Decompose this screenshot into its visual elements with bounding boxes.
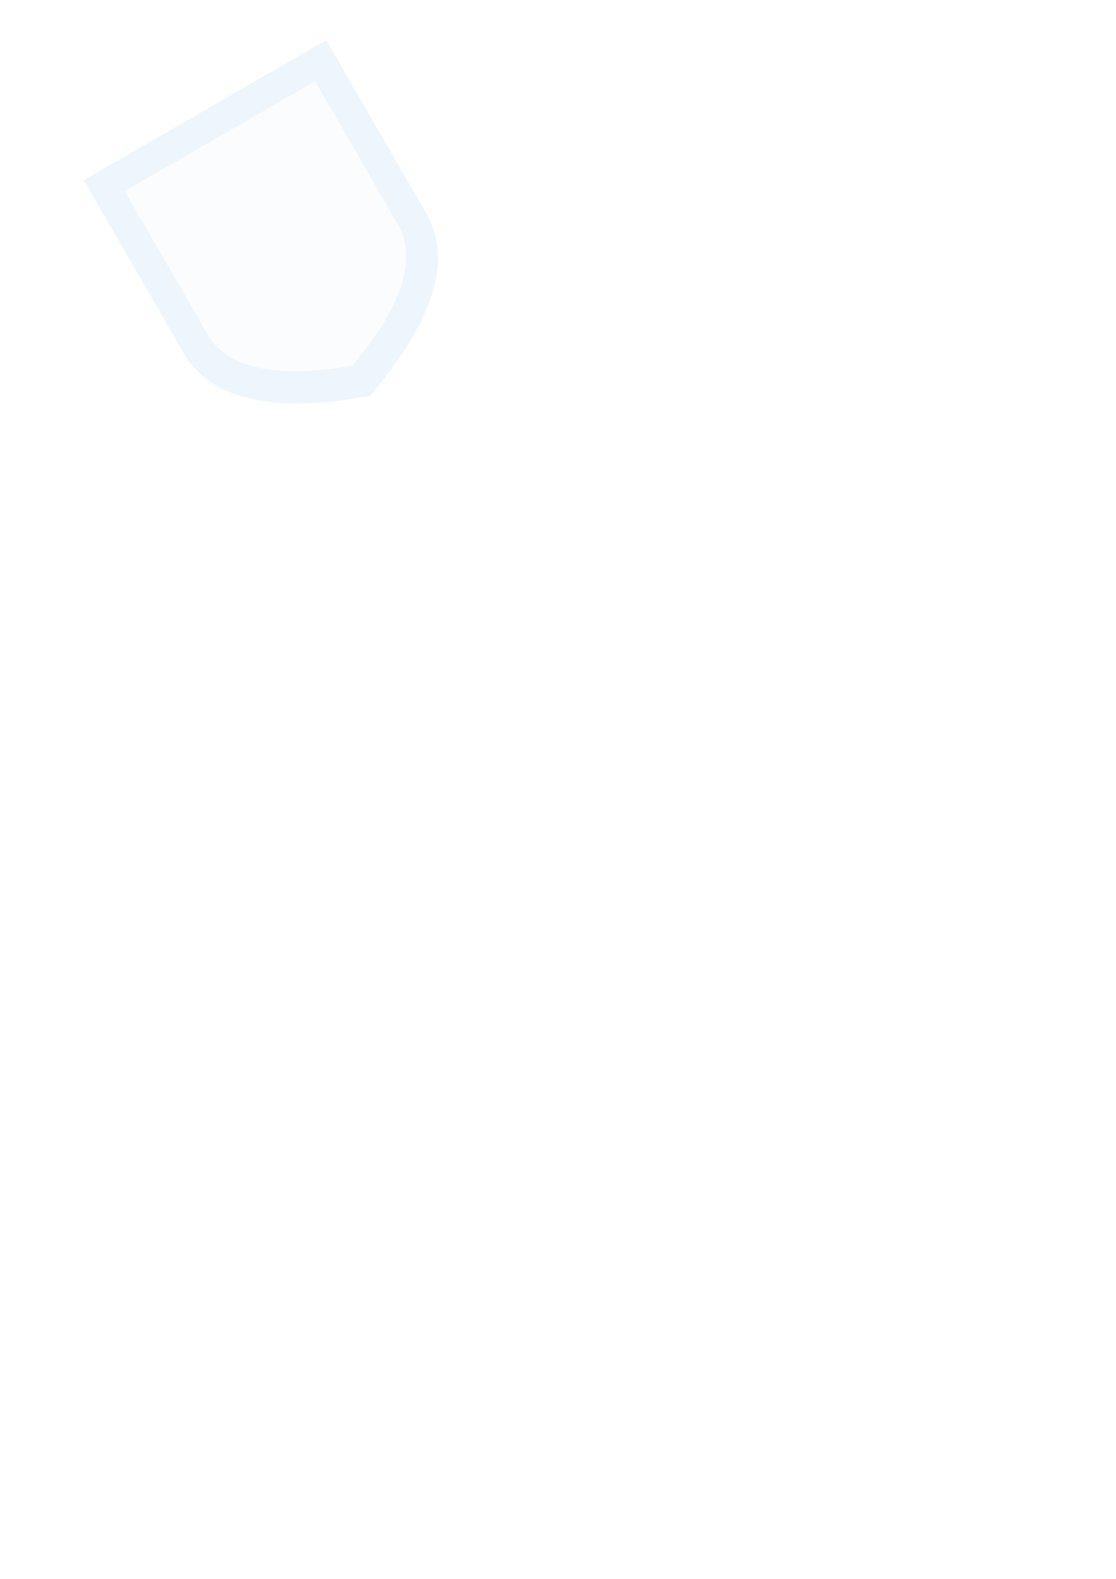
watermark-shield-icon	[84, 40, 491, 450]
watermark-logo	[20, 30, 540, 450]
page-body	[106, 107, 1016, 163]
